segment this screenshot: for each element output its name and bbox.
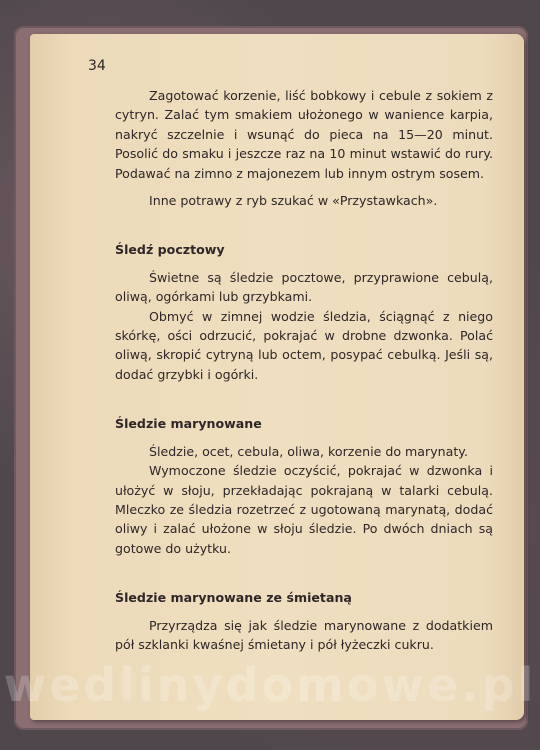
paragraph: Świetne są śledzie pocztowe, przyprawione cebulą, oliwą, ogórkami lub grzybkami. [115,269,493,305]
paragraph: Przyrządza się jak śledzie marynowane z dodatkiem pół szklanki kwaśnej śmietany i pół łyżeczki cukru. [115,617,493,652]
paragraph: Wymoczone śledzie oczyścić, pokrajać w dzwonka i ułożyć w słoju, przekładając pokrajaną w talarki cebulą. Mleczko ze śledzia rozetrzeć z ugotowaną marynatą, dodać oliwy i zalać ułożone w słoju śledzie. Po dwóch dniach są gotowe do użytku. [115,463,493,556]
paragraph: Zagotować korzenie, liść bobkowy i cebule z sokiem z cytryn. Zalać tym smakiem ułożonego w wanience karpia, nakryć szczelnie i wsunąć do pieca na 15—20 minut. Posolić do smaku i jeszcze raz na 10 minut wstawić do rury. Podawać na zimno z majonezem lub innym ostrym sosem. [115,88,493,181]
page-text [115,86,493,654]
watermark: wedlinydomowe.pl [3,658,537,712]
section-heading: Śledź pocztowy [115,242,225,258]
page-number: 34 [88,58,106,74]
section-heading: Śledzie marynowane ze śmietaną [115,590,352,606]
paragraph: Śledzie, ocet, cebula, oliwa, korzenie do marynaty. [149,443,468,459]
paragraph: Inne potrawy z ryb szukać w «Przystawkach». [149,193,438,209]
paragraph: Obmyć w zimnej wodzie śledzia, ściągnąć z niego skórkę, ości odrzucić, pokrajać w drobne dzwonka. Polać oliwą, skropić cytryną lub octem, posypać cebulką. Jeśli są, dodać grzybki i ogórki. [115,308,493,382]
section-heading: Śledzie marynowane [115,416,262,432]
